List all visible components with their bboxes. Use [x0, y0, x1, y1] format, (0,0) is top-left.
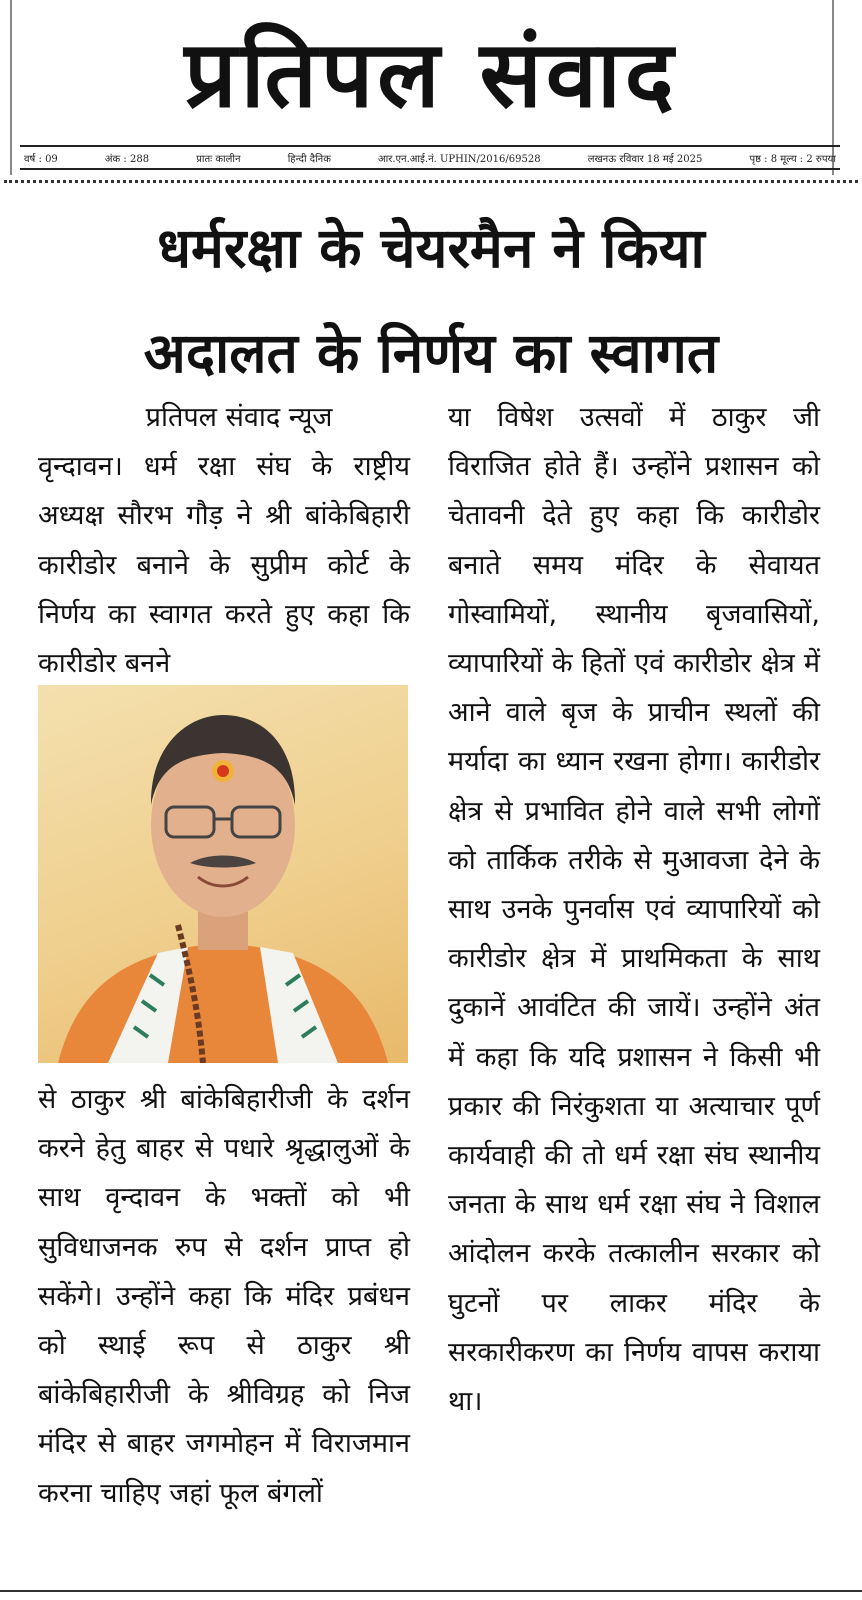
- headline-line-2: अदालत के निर्णय का स्वागत: [143, 321, 719, 385]
- article-byline: प्रतिपल संवाद न्यूज: [145, 402, 333, 433]
- article-column-left-continued: [38, 1075, 410, 1518]
- masthead-rule-top: [20, 145, 840, 147]
- article-headline: [20, 196, 842, 406]
- article-column-right: [448, 393, 820, 1426]
- page-bottom-rule: [0, 1590, 862, 1592]
- article-paragraph-left-bottom: से ठाकुर श्री बांकेबिहारीजी के दर्शन करने हेतु बाहर से पधारे श्रृद्धालुओं के साथ वृन्दावन के भक्तों को भी सुविधाजनक रुप से दर्शन प्राप्त हो सकेंगे। उन्होंने कहा कि मंदिर प्रबंधन को स्थाई रूप से ठाकुर श्री बांकेबिहारीजी के श्रीविग्रह को निज मंदिर से बाहर जगमोहन में विराजमान करना चाहिए जहां फूल बंगलों: [38, 1084, 410, 1509]
- newspaper-title: प्रतिपल संवाद: [184, 21, 678, 128]
- article-column-left: [38, 393, 410, 688]
- masthead-meta-row: [24, 149, 836, 167]
- portrait-photo: [38, 685, 408, 1063]
- meta-date: लखनऊ रविवार 18 मई 2025: [587, 154, 703, 165]
- portrait-illustration: [38, 685, 408, 1063]
- meta-issue: अंक : 288: [104, 154, 150, 165]
- meta-registration: आर.एन.आई.नं. UPHIN/2016/69528: [378, 154, 541, 165]
- article-paragraph-right: या विषेश उत्सवों में ठाकुर जी विराजित होते हैं। उन्होंने प्रशासन को चेतावनी देते हुए कहा कि कारीडोर बनाते समय मंदिर के सेवायत गोस्वामियों, स्थानीय बृजवासियों, व्यापारियों के हितों एवं कारीडोर क्षेत्र में आने वाले बृज के प्राचीन स्थलों की मर्यादा का ध्यान रखना होगा। कारीडोर क्षेत्र से प्रभावित होने वाले सभी लोगों को तार्किक तरीके से मुआवजा देने के साथ उनके पुनर्वास एवं व्यापारियों को कारीडोर क्षेत्र में प्राथमिकता के साथ दुकानें आवंटित की जायें। उन्होंने अंत में कहा कि यदि प्रशासन ने किसी भी प्रकार की निरंकुशता या अत्याचार पूर्ण कार्यवाही की तो धर्म रक्षा संघ स्थानीय जनता के साथ धर्म रक्षा संघ ने विशाल आंदोलन करके तत्कालीन सरकार को घुटनों पर लाकर मंदिर के सरकारीकरण का निर्णय वापस कराया था।: [448, 402, 820, 1418]
- meta-type: हिन्दी दैनिक: [287, 154, 331, 165]
- headline-line-1: धर्मरक्षा के चेयरमैन ने किया: [157, 216, 705, 280]
- meta-pages-price: पृष्ठ : 8 मूल्य : 2 रुपया: [749, 154, 836, 165]
- meta-year: वर्ष : 09: [24, 154, 58, 165]
- masthead-rule-bottom: [20, 168, 840, 170]
- article-paragraph-left-top: वृन्दावन। धर्म रक्षा संघ के राष्ट्रीय अध्यक्ष सौरभ गौड़ ने श्री बांकेबिहारी कारीडोर बनाने के सुप्रीम कोर्ट के निर्णय का स्वागत करते हुए कहा कि कारीडोर बनने: [38, 451, 410, 680]
- masthead: [0, 0, 862, 180]
- meta-edition: प्रातः कालीन: [196, 154, 241, 165]
- dotted-separator: [4, 180, 858, 183]
